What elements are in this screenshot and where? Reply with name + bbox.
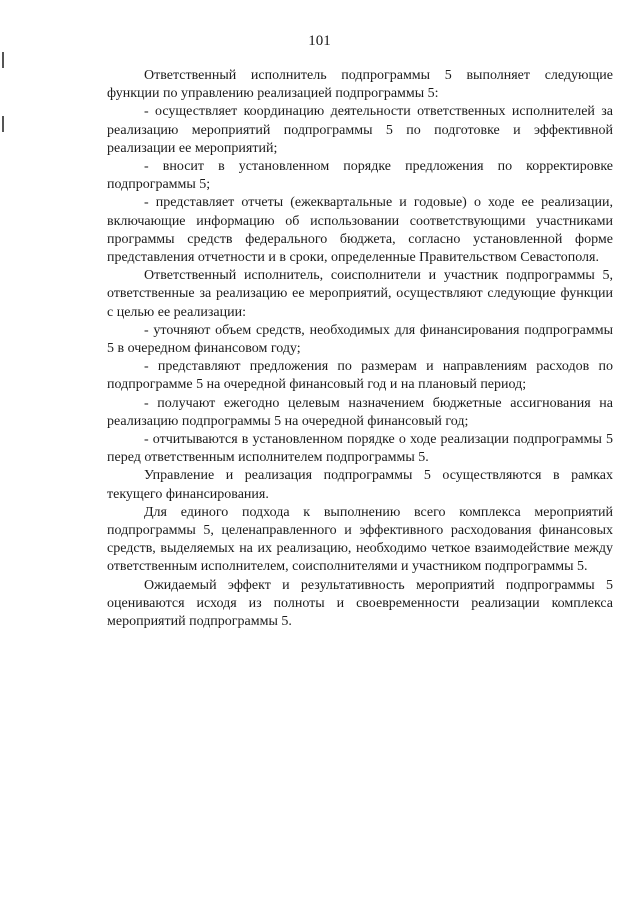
list-item: - отчитываются в установленном порядке о ходе реализации подпрограммы 5 перед ответственным исполнителем подпрограммы 5. (107, 432, 613, 466)
paragraph: Ожидаемый эффект и результативность мероприятий подпрограммы 5 оцениваются исходя из полноты и своевременности реализации комплекса мероприятий подпрограммы 5. (107, 577, 613, 630)
paragraph: Для единого подхода к выполнению всего комплекса мероприятий подпрограммы 5, целенаправленного и эффективного расходования финансовых средств, выделяемых на их реализацию, необходимо четкое взаимодействие между ответственным исполнителем, соисполнителями и участником подпрограммы 5. (107, 504, 613, 575)
page-number: 101 (308, 33, 331, 49)
list-item: - уточняют объем средств, необходимых для финансирования подпрограммы 5 в очередном финансовом году; (107, 322, 613, 357)
paragraph: Управление и реализация подпрограммы 5 осуществляются в рамках текущего финансирования. (107, 468, 613, 502)
list-item: - осуществляет координацию деятельности ответственных исполнителей за реализацию мероприятий подпрограммы 5 по подготовке и эффективной реализации ее мероприятий; (107, 104, 613, 156)
document-body (107, 67, 613, 631)
list-item: - представляет отчеты (ежеквартальные и годовые) о ходе ее реализации, включающие информацию об использовании соответствующими участниками программы средств федерального бюджета, согласно установленной форме представления отчетности и в сроки, определенные Правительством Севастополя. (107, 195, 613, 266)
paragraph: Ответственный исполнитель, соисполнители и участник подпрограммы 5, ответственные за реализацию ее мероприятий, осуществляют следующие функции с целью ее реализации: (107, 268, 613, 320)
margin-mark (2, 52, 4, 68)
list-item: - представляют предложения по размерам и направлениям расходов по подпрограмме 5 на очередной финансовый год и на плановый период; (107, 359, 613, 393)
paragraph: Ответственный исполнитель подпрограммы 5 выполняет следующие функции по управлению реализацией подпрограммы 5: (107, 68, 613, 102)
margin-mark (2, 116, 4, 132)
list-item: - вносит в установленном порядке предложения по корректировке подпрограммы 5; (107, 159, 613, 193)
list-item: - получают ежегодно целевым назначением бюджетные ассигнования на реализацию подпрограммы 5 на очередной финансовый год; (107, 395, 613, 429)
